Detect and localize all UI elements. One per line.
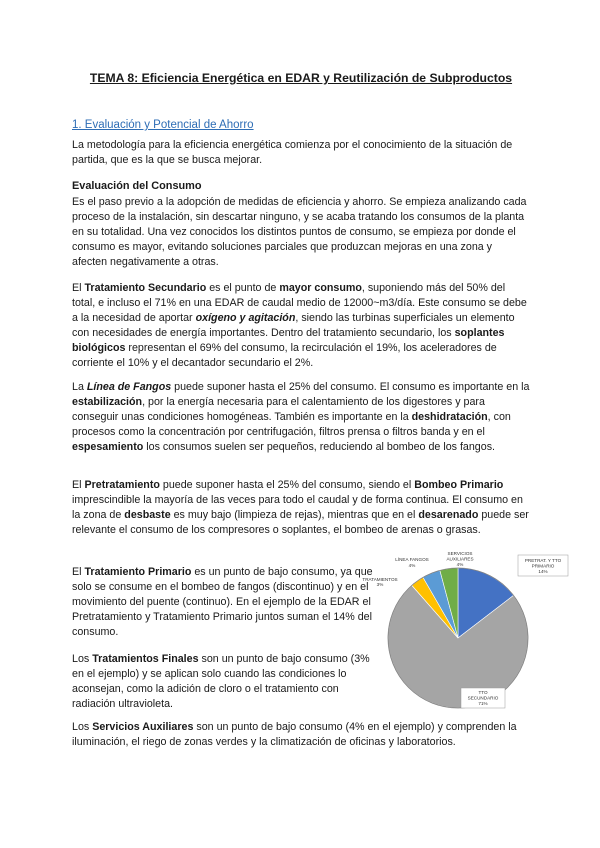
slice-label: 3% [376,582,384,587]
primario-paragraph: El Tratamiento Primario es un punto de bajo consumo, ya que solo se consume en el bombeo de fangos (discontinuo) y en el movimiento del puente (continuo). En el ejemplo de la EDAR el Pretratamiento y Tratamiento Primario juntos suman el 14% del consumo. [72,566,373,638]
slice-label: LÍNEA FANGOS [395,557,429,562]
slice-label: SECUNDARIO [467,695,499,701]
consumption-pie-chart [362,551,586,723]
secundario-paragraph: El Tratamiento Secundario es el punto de mayor consumo, suponiendo más del 50% del total, e incluso el 71% en una EDAR de caudal medio de 12000~m3/día. Este consumo se debe a la necesidad de aportar oxígeno y agitación, siendo las turbinas superficiales un elemento con necesidades de energía importantes. Dentro del tratamiento secundario, los soplantes biológicos representan el 69% del consumo, la recirculación el 19%, los aceleradores de corriente el 10% y el decantador secundario el 2%. [72,282,527,369]
section-heading[interactable]: 1. Evaluación y Potencial de Ahorro [72,119,254,131]
slice-label: 4% [456,562,464,567]
consumo-paragraph: Es el paso previo a la adopción de medidas de eficiencia y ahorro. Se empieza analizando cada proceso de la instalación, sin descartar ninguno, y se acaba tratando los consumos de la planta en su totalidad. Una vez conocidos los distintos puntos de consumo, se empieza por donde el consumo es mayor, evitando soluciones parciales que produzcan mejoras en una zona y afecten negativamente a otras. [72,196,527,268]
page-title: TEMA 8: Eficiencia Energética en EDAR y Reutilización de Subproductos [89,71,513,85]
auxiliares-paragraph: Los Servicios Auxiliares son un punto de bajo consumo (4% en el ejemplo) y comprenden la iluminación, el riego de zonas verdes y la climatización de oficinas y laboratorios. [72,721,517,748]
slice-label: 14% [538,569,548,574]
slice-label: TRATAMIENTOS [362,577,398,582]
slice-label: PRIMARIO [531,563,555,569]
slice-label: AUXILIARES [446,556,474,562]
slice-label: PRETRAT. Y TTO [524,558,562,563]
slice-label: TTO [478,690,488,695]
pie-chart-svg [362,551,586,723]
finales-paragraph: Los Tratamientos Finales son un punto de bajo consumo (3% en el ejemplo) y se aplican solo cuando las condiciones lo aconsejan, como la adición de cloro o el tratamiento con radiación ultravioleta. [72,653,370,710]
slice-label: 4% [408,563,416,568]
slice-label: 71% [478,701,488,706]
pretratamiento-paragraph: El Pretratamiento puede suponer hasta el 25% del consumo, siendo el Bombeo Primario imprescindible la mayoría de las veces para todo el caudal y de forma continua. El consumo en la zona de desbaste es muy bajo (limpieza de rejas), mientras que en el desarenado puede ser relevante el consumo de los compresores o soplantes, el bombeo de arenas o grasas. [72,479,529,536]
intro-paragraph: La metodología para la eficiencia energética comienza por el conocimiento de la situación de partida, que es la que se busca mejorar. [72,139,513,166]
fangos-paragraph: La Línea de Fangos puede suponer hasta el 25% del consumo. El consumo es importante en la estabilización, por la energía necesaria para el calentamiento de los digestores y para conseguir unas condiciones homogéneas. También es importante en la deshidratación, con procesos como la concentración por centrifugación, filtros prensa o filtros banda y en el espesamiento los consumos suelen ser pequeños, reduciendo al bombeo de los fangos. [72,381,530,453]
slice-label: SERVICIOS [447,551,473,556]
subsection-heading: Evaluación del Consumo [72,180,202,192]
